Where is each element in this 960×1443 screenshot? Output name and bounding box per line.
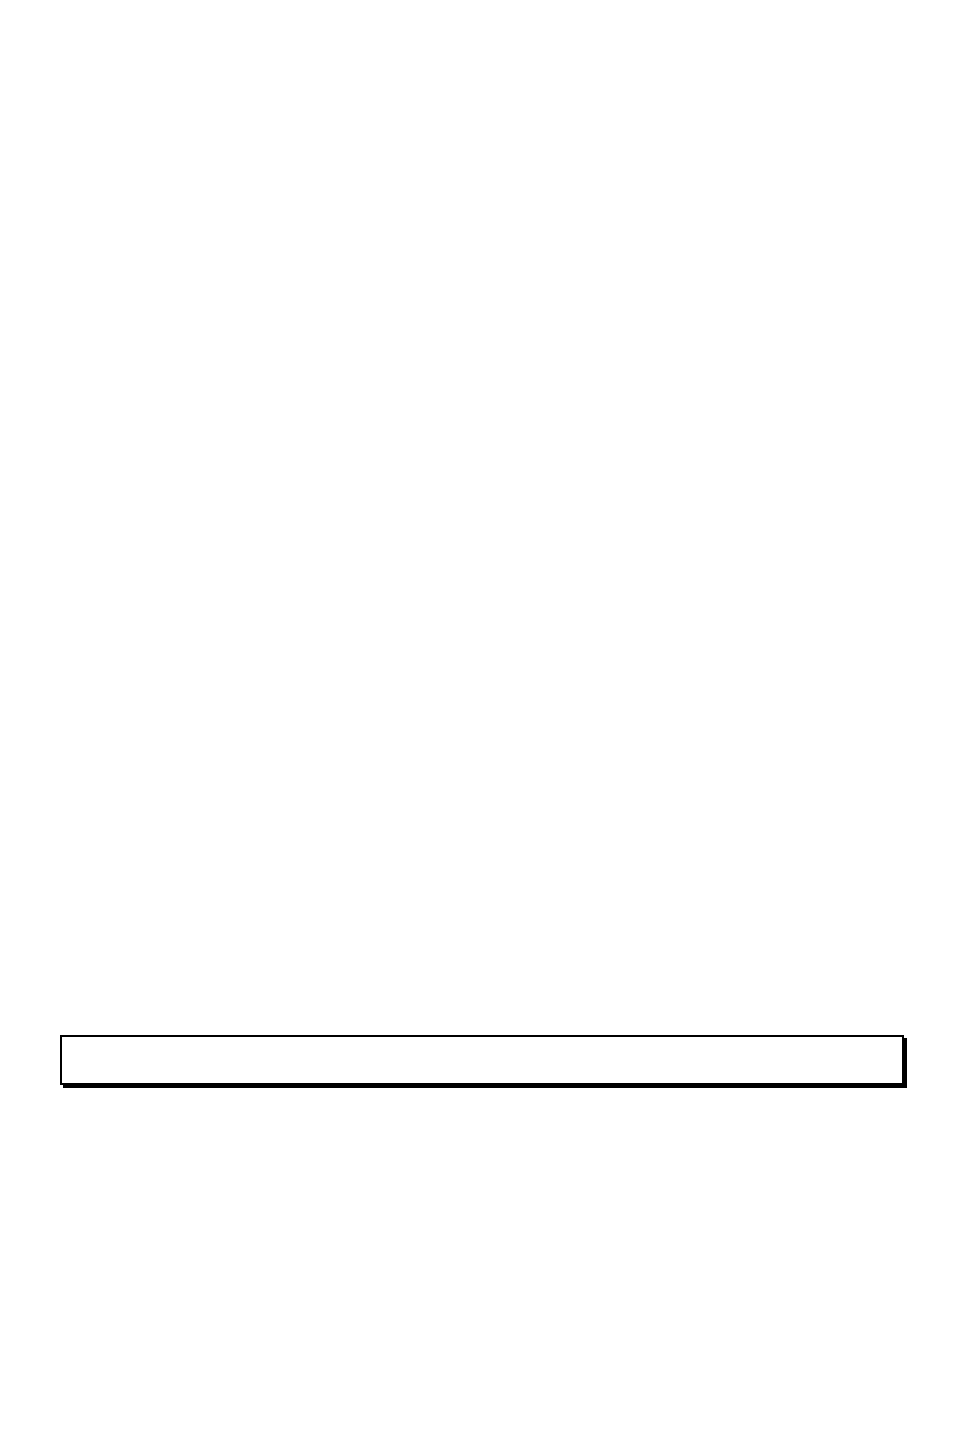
dmp-heading-box — [60, 1035, 904, 1085]
bulletin-header — [0, 3, 960, 24]
match-result-line — [6, 1259, 36, 1290]
